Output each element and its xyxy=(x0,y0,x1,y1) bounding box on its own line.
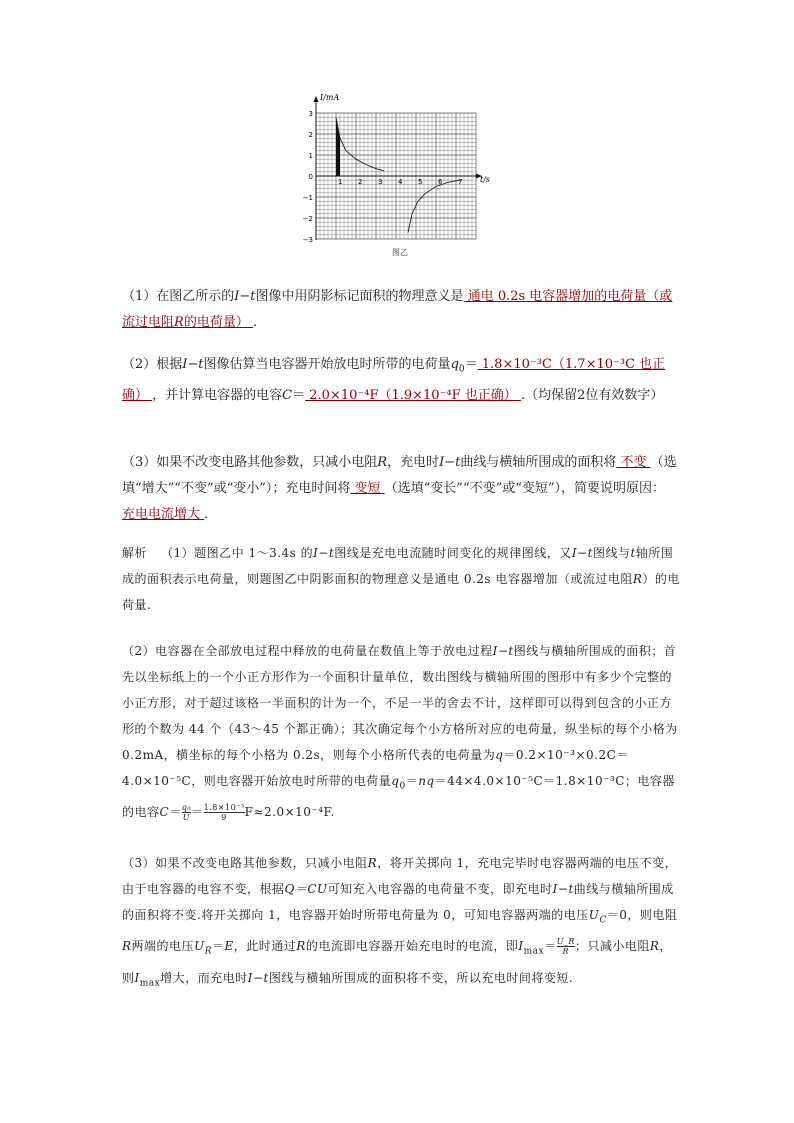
x-tick-label: 3 xyxy=(378,178,383,186)
figure-caption: 图乙 xyxy=(392,248,408,257)
y-tick-label: −1 xyxy=(302,194,313,202)
q3-it: I−t xyxy=(439,455,461,470)
q2-text: 图像估算当电容器开始放电时所带的电荷量 xyxy=(203,357,451,372)
q2-sub: 0 xyxy=(458,364,465,375)
q2-text: ，并计算电容器的电容 xyxy=(152,387,283,403)
q1-it: I−t xyxy=(234,289,256,304)
q3-var: R xyxy=(377,455,388,470)
q3-text: （选填“增大”“不变”或“变小”）；充电时间将 xyxy=(122,455,677,496)
y-tick-label: −2 xyxy=(302,215,313,223)
question-1 xyxy=(122,284,682,336)
y-tick-label: 2 xyxy=(308,131,313,139)
x-tick-label: 5 xyxy=(418,178,423,186)
tick-labels xyxy=(303,110,463,244)
q1-text: （1）在图乙所示的 xyxy=(122,289,235,304)
q3-answer-area: 不变 xyxy=(616,455,651,470)
q3-answer-reason: 充电电流增大 xyxy=(122,507,205,522)
solution-2: （2）电容器在全部放电过程中释放的电荷量在数值上等于放电过程I−t图线与横轴所围成的面积；首先以坐标纸上的一个小正方形作为一个面积计量单位，数出图线与横轴所围的图形中有多少个完整的小正方形，对于超过该格一半面积的计为一个，不足一半的舍去不计，这样即可以得到包含的小正方形的个数为 44 个（43～45 个都正确）；其次确定每个小方格所对应的电荷量，纵坐标的每个小格为 0.2mA，横坐标的每个小格为 0.2s，则每个小格所代表的电荷量为q＝0.2×10⁻³×0.2C＝4.0×10⁻⁵C，则电容器开始放电时所带的电荷量$q_0=nq=44\times 4.0\times 10^{-5}C=1.8\times 10^{-3}C$；电容器的电容C＝ $\frac{\text{q₀}}{U}$ ＝ $\frac{\text{1.8×10⁻³}}{9}$ F≈2.0×10⁻⁴F. xyxy=(122,644,678,823)
q3-answer-time: 变短 xyxy=(350,481,385,496)
fraction-value: $\frac{\text{1.8×10⁻³}}{9}$ xyxy=(203,803,245,823)
q2-var: q xyxy=(450,357,459,372)
question-3 xyxy=(122,450,682,528)
q1-answer: 通电 0.2s 电容器增加的电荷量（或流过电阻R的电荷量） xyxy=(122,289,673,330)
q3-text: （3）如果不改变电路其他参数，只减小电阻 xyxy=(122,455,378,470)
y-tick-label: −3 xyxy=(302,236,313,244)
x-tick-label: 4 xyxy=(398,178,403,186)
q2-var: C xyxy=(282,387,293,403)
y-tick-label: 3 xyxy=(308,110,313,118)
x-tick-label: 7 xyxy=(458,178,463,186)
fraction-ur-over-r: $\frac{U\_R}{R}$ xyxy=(556,937,575,957)
x-axis-label: t/s xyxy=(480,175,491,184)
solution-3: （3）如果不改变电路其他参数，只减小电阻R，将开关掷向 1，充电完毕时电容器两端的电压不变，由于电容器的电容不变，根据Q＝CU可知充入电容器的电荷量不变，即充电时I−t曲线与横轴所围成的面积将不变.将开关掷向 1，电容器开始时所带电荷量为 0，可知电容器两端的电压$U_C=0$，则电阻R两端的电压$U_R=E$，此时通过R的电流即电容器开始充电时的电流，即$I_{max}=$ $\frac{U\_R}{R}$ ；只减小电阻R，则$I_{max}$增大，而充电时I−t图线与横轴所围成的面积将不变，所以充电时间将变短. xyxy=(122,856,678,989)
q3-text: （选填“变长”“不变”或“变短”），简要说明原因： xyxy=(384,481,666,496)
solution-heading: 解析 xyxy=(122,546,148,560)
fraction-q0-over-u: $\frac{\text{q₀}}{U}$ xyxy=(181,803,192,823)
q2-text: （2）根据 xyxy=(122,357,183,372)
i-t-graph xyxy=(300,88,500,263)
q2-answer-capacitance: 2.0×10⁻⁴F（1.9×10⁻⁴F 也正确） xyxy=(305,387,521,403)
graph-curves xyxy=(336,117,463,233)
q2-text: ＝ xyxy=(292,387,306,403)
question-2 xyxy=(122,352,682,409)
q3-text: ，充电时 xyxy=(387,455,440,470)
y-axis-label: I/mA xyxy=(320,93,340,102)
q1-text: . xyxy=(252,315,258,330)
y-tick-label: 0 xyxy=(308,173,313,181)
y-axis-arrow xyxy=(314,96,319,102)
q2-text: ＝ xyxy=(464,357,478,372)
x-tick-label: 2 xyxy=(358,178,363,186)
x-tick-label: 6 xyxy=(438,178,443,186)
y-tick-label: 1 xyxy=(308,152,313,160)
q3-text: . xyxy=(204,507,209,522)
x-tick-label: 1 xyxy=(338,178,343,186)
q2-text: .（均保留2位有效数字） xyxy=(520,387,664,403)
q3-text: 曲线与横轴所围成的面积将 xyxy=(460,455,617,470)
solution-1: 解析 （1）题图乙中 1～3.4s 的I−t图线是充电电流随时间变化的规律图线，又I−t图线与t轴所围成的面积表示电荷量，则题图乙中阴影面积的物理意义是通电 0.2s 电容器增加（或流过电阻R）的电荷量. xyxy=(122,546,680,612)
q2-it: I−t xyxy=(182,357,204,372)
q1-text: 图像中用阴影标记面积的物理意义是 xyxy=(255,289,464,304)
q2-answer-charge: 1.8×10⁻³C（1.7×10⁻³C 也正确） xyxy=(122,357,666,403)
